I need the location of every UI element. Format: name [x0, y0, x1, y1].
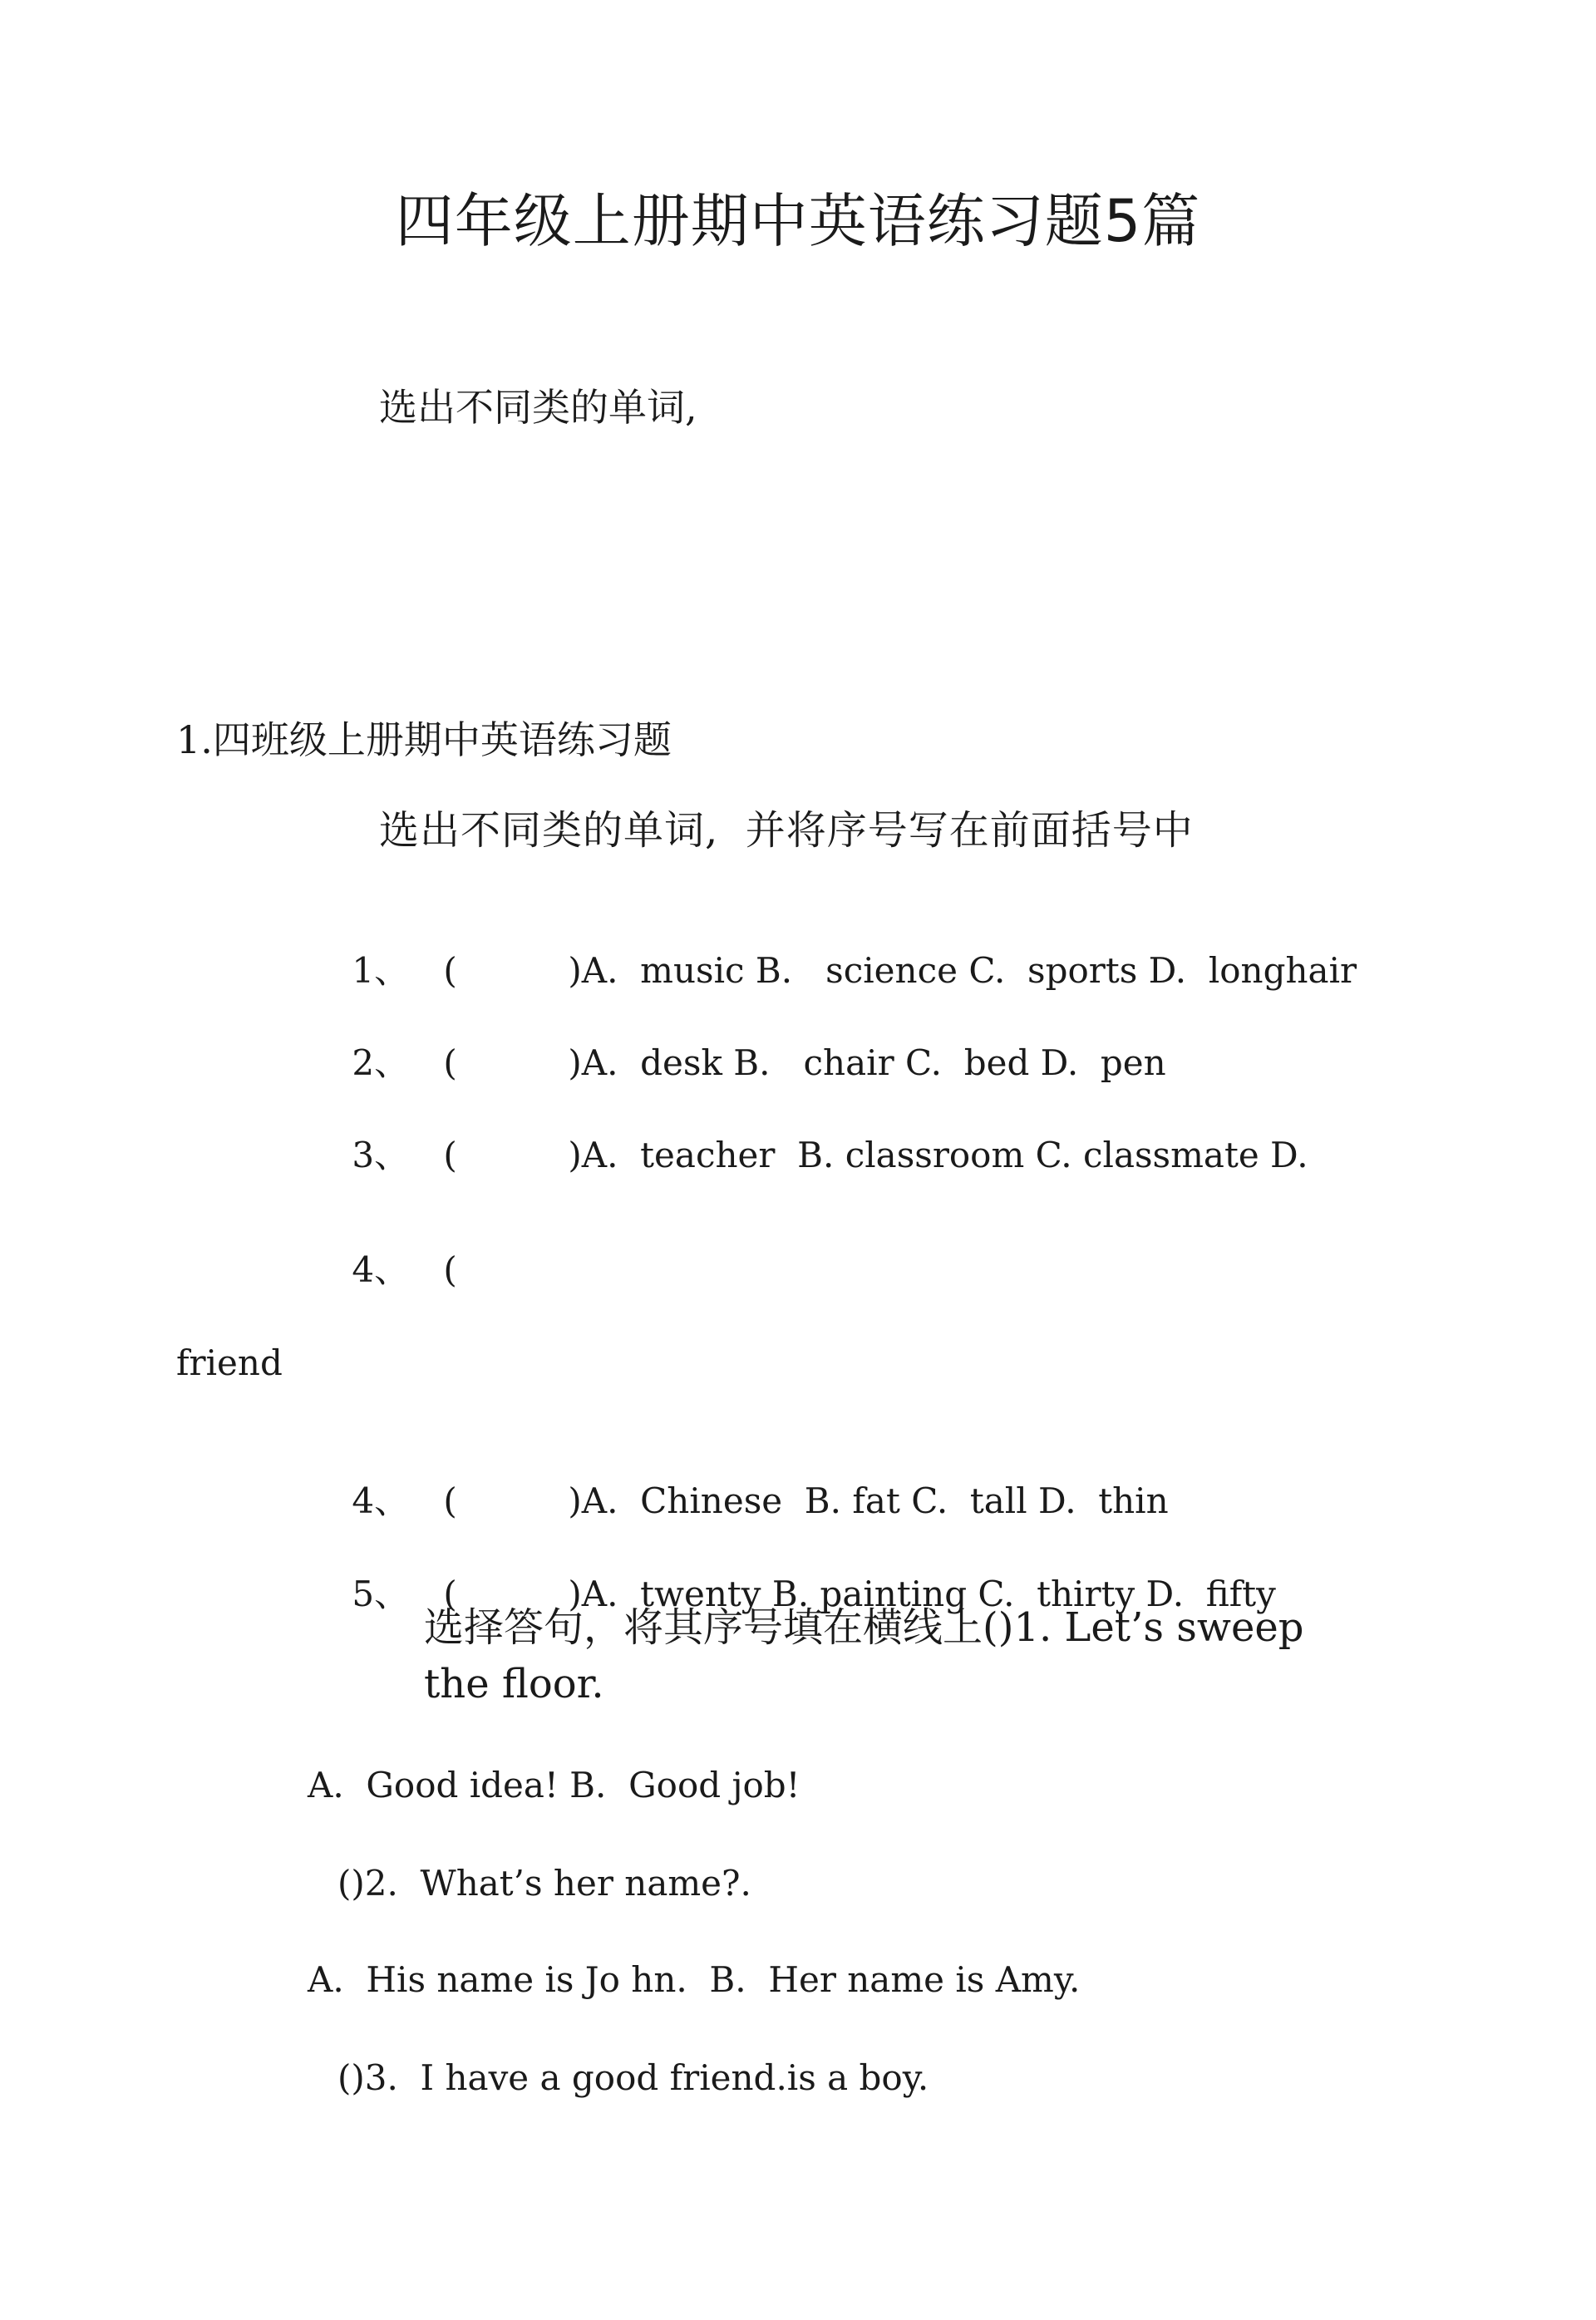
answer-bracket: ( [443, 1249, 457, 1290]
question-options: )A. music B. science C. sports D. longhair [568, 950, 1357, 991]
section2-instruction: 选择答句，将其序号填在横线上()1. Let’s sweep the floor. [424, 1604, 1304, 1707]
answer-options: A. His name is Jo hn. B. Her name is Amy. [308, 1959, 1081, 2000]
question-row [308, 1200, 568, 1340]
answer-bracket: ( [443, 1042, 457, 1083]
question-number: 3、 [352, 1135, 410, 1175]
question-number: 2、 [352, 1042, 410, 1083]
orphan-word: friend [176, 1342, 283, 1383]
answer-bracket: ( [443, 1480, 457, 1521]
question-options: )A. teacher B. classroom C. classmate D. [568, 1135, 1308, 1175]
question-number: 4、 [352, 1249, 410, 1290]
section-heading: 1.四班级上册期中英语练习题 [176, 717, 672, 762]
section-instruction: 选出不同类的单词, 并将序号写在前面括号中 [379, 807, 1194, 854]
intro-text: 选出不同类的单词, [379, 385, 697, 430]
question-line: ()2. What’s her name?. [337, 1863, 751, 1904]
answer-bracket: ( [443, 950, 457, 991]
question-options: )A. twenty B. painting C. thirty D. fifty [568, 1574, 1276, 1614]
answer-bracket: ( [443, 1574, 457, 1614]
question-number: 5、 [352, 1574, 410, 1614]
page-title: 四年级上册期中英语练习题5篇 [395, 187, 1201, 255]
question-number: 1、 [352, 950, 410, 991]
question-line: ()3. I have a good friend.is a boy. [337, 2057, 929, 2098]
question-number: 4、 [352, 1480, 410, 1521]
question-options: )A. Chinese B. fat C. tall D. thin [568, 1480, 1169, 1521]
question-options: )A. desk B. chair C. bed D. pen [568, 1042, 1166, 1083]
answer-options: A. Good idea! B. Good job! [308, 1765, 800, 1805]
answer-bracket: ( [443, 1135, 457, 1175]
